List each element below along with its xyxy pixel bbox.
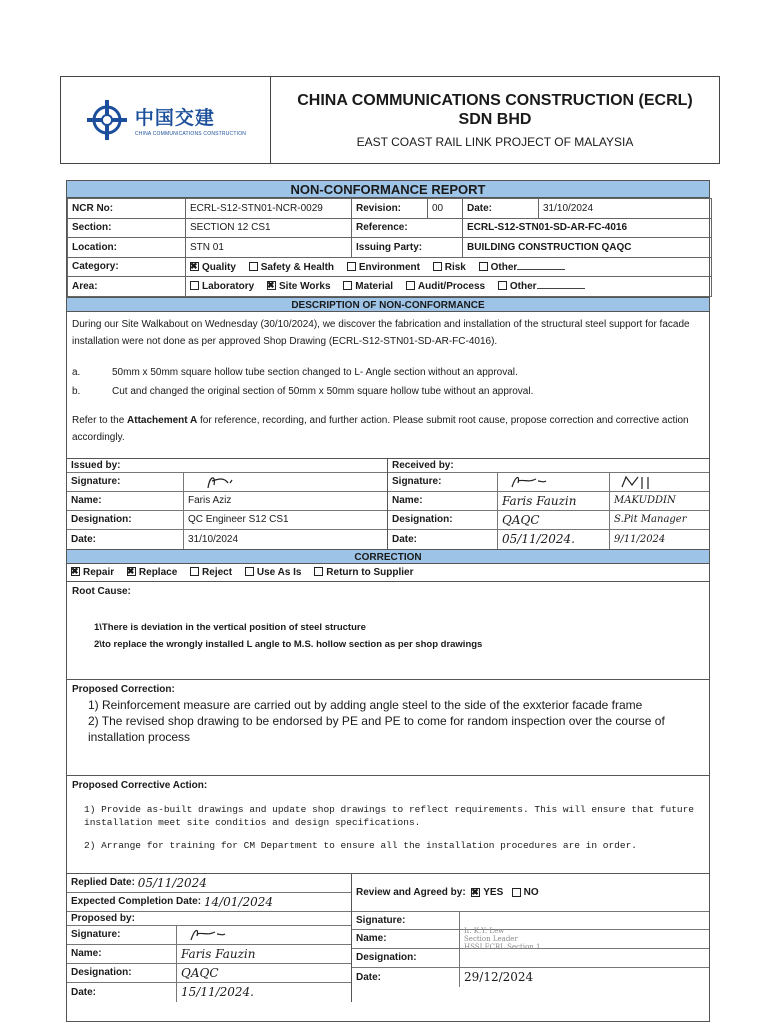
- correction-title: CORRECTION: [67, 549, 709, 564]
- issued-name-value: Faris Aziz: [188, 495, 232, 506]
- area-other-blank[interactable]: [537, 280, 585, 289]
- area-laboratory-checkbox[interactable]: [190, 281, 199, 290]
- corrective-action-label: Proposed Corrective Action:: [72, 779, 208, 791]
- item-b-text: Cut and changed the original section of 50mm x 50mm square hollow tube without an approval.: [112, 385, 534, 397]
- reference-value: ECRL-S12-STN01-SD-AR-FC-4016: [463, 218, 712, 238]
- issued-designation-value: QC Engineer S12 CS1: [188, 514, 289, 525]
- date-value: 31/10/2024: [539, 199, 712, 219]
- review-yes-label: YES: [483, 886, 504, 898]
- logo-english-text: CHINA COMMUNICATIONS CONSTRUCTION: [134, 131, 247, 137]
- description-refer: Refer to the Attachement A for reference, recording, and further action. Please submit root cause, propose correction and corrective action accordingly.: [72, 414, 689, 443]
- corrective-action-2: 2) Arrange for training for CM Department to ensure all the installation procedures are in order.: [84, 839, 637, 851]
- company-name-line1: CHINA COMMUNICATIONS CONSTRUCTION (ECRL): [297, 92, 693, 109]
- proposed-by-label: Proposed by:: [67, 912, 351, 926]
- stamp-name: Ir. K.Y. Lew: [464, 926, 505, 935]
- company-logo: [61, 77, 271, 163]
- area-material-checkbox[interactable]: [343, 281, 352, 290]
- section-label: Section:: [68, 218, 186, 238]
- category-risk-label: Risk: [444, 261, 466, 273]
- project-name: EAST COAST RAIL LINK PROJECT OF MALAYSIA: [356, 135, 634, 149]
- issued-designation-label: Designation:: [67, 511, 184, 529]
- category-risk-checkbox[interactable]: [433, 262, 442, 271]
- proposed-correction-2: 2) The revised shop drawing to be endorsed by PE and PE to come for random inspection over the course of installation process: [88, 713, 665, 744]
- item-a-key: a.: [72, 366, 81, 378]
- received-signature-icon: [502, 473, 562, 491]
- proposed-date-label: Date:: [67, 983, 177, 1002]
- issued-signature-icon: [188, 473, 248, 491]
- company-name-line2: SDN BHD: [458, 111, 532, 128]
- area-options: [186, 277, 712, 297]
- received-name-label: Name:: [388, 492, 498, 510]
- reject-label: Reject: [202, 566, 233, 578]
- category-label: Category:: [68, 257, 186, 277]
- category-safety-label: Safety & Health: [260, 261, 335, 273]
- received-date-label: Date:: [388, 530, 498, 549]
- repair-label: Repair: [83, 566, 115, 578]
- proposed-correction-label: Proposed Correction:: [72, 683, 175, 695]
- area-label: Area:: [68, 277, 186, 297]
- ncr-no-label: NCR No:: [68, 199, 186, 219]
- review-date-label: Date:: [352, 968, 460, 987]
- stamp-role: Section Leader: [464, 934, 518, 943]
- logo-chinese-text: 中国交建: [134, 107, 215, 129]
- proposed-name-label: Name:: [67, 945, 177, 963]
- use-as-is-checkbox[interactable]: [245, 567, 254, 576]
- replace-label: Replace: [138, 566, 178, 578]
- received-signature-2-icon: [614, 473, 664, 491]
- issued-date-value: 31/10/2024: [188, 533, 239, 545]
- area-audit-label: Audit/Process: [417, 281, 486, 293]
- expected-date-value: 14/01/2024: [203, 894, 273, 909]
- review-yes-checkbox[interactable]: [471, 888, 480, 897]
- proposed-signature: [177, 926, 351, 944]
- revision-value: 00: [428, 199, 463, 219]
- area-laboratory-label: Laboratory: [202, 281, 255, 293]
- area-audit-checkbox[interactable]: [406, 281, 415, 290]
- cccc-logo-icon: [85, 98, 129, 142]
- root-cause-section: [67, 582, 709, 680]
- category-quality-checkbox[interactable]: [190, 262, 199, 271]
- review-date-value: 29/12/2024: [464, 970, 534, 984]
- reply-block: [67, 874, 709, 1002]
- received-name-value: Faris Fauzin: [502, 493, 577, 508]
- issued-date-label: Date:: [67, 530, 184, 549]
- received-signature-label: Signature:: [388, 473, 498, 491]
- review-no-label: NO: [523, 886, 539, 898]
- proposed-by-block: [67, 874, 352, 1002]
- review-block: [352, 874, 709, 1002]
- issued-signature: [184, 473, 387, 491]
- root-cause-2: 2\to replace the wrongly installed L angle to M.S. hollow section as per shop drawings: [94, 638, 483, 650]
- received-by-title: Received by:: [388, 459, 709, 473]
- date-label: Date:: [463, 199, 539, 219]
- issued-signature-label: Signature:: [67, 473, 184, 491]
- issuing-party-label: Issuing Party:: [352, 238, 463, 258]
- ncr-form: [66, 180, 710, 1022]
- correction-options: [67, 564, 709, 582]
- proposed-signature-icon: [181, 926, 241, 944]
- expected-date-row: [67, 893, 351, 912]
- document-header: [60, 76, 720, 164]
- replace-checkbox[interactable]: [127, 567, 136, 576]
- location-label: Location:: [68, 238, 186, 258]
- received-name-2-value: MAKUDDIN: [609, 492, 709, 510]
- area-site-works-checkbox[interactable]: [267, 281, 276, 290]
- issued-by-title: Issued by:: [67, 459, 387, 473]
- proposed-designation-label: Designation:: [67, 964, 177, 982]
- reference-label: Reference:: [352, 218, 463, 238]
- root-cause-label: Root Cause:: [72, 585, 131, 597]
- use-as-is-label: Use As Is: [256, 566, 302, 578]
- review-stamp: [460, 926, 709, 951]
- received-signature-2: [609, 473, 709, 491]
- review-signature-label: Signature:: [352, 912, 460, 929]
- expected-date-label: Expected Completion Date:: [71, 896, 202, 907]
- received-designation-value: QAQC: [502, 512, 540, 527]
- received-by-block: [388, 459, 709, 549]
- replied-date-row: [67, 874, 351, 893]
- reject-checkbox[interactable]: [190, 567, 199, 576]
- category-environment-checkbox[interactable]: [347, 262, 356, 271]
- attachment-reference: Attachement A: [127, 414, 198, 426]
- description-title: DESCRIPTION OF NON-CONFORMANCE: [67, 297, 709, 312]
- description-body: [67, 312, 709, 458]
- return-supplier-checkbox[interactable]: [314, 567, 323, 576]
- proposed-date-value: 15/11/2024.: [181, 985, 254, 999]
- item-b-key: b.: [72, 385, 81, 397]
- category-quality-label: Quality: [202, 261, 236, 273]
- area-site-works-label: Site Works: [279, 281, 331, 293]
- proposed-signature-label: Signature:: [67, 926, 177, 944]
- area-material-label: Material: [355, 281, 394, 293]
- area-other-label: Other: [509, 281, 537, 293]
- review-no-checkbox[interactable]: [512, 888, 521, 897]
- section-value: SECTION 12 CS1: [186, 218, 352, 238]
- issued-by-block: [67, 459, 388, 549]
- repair-checkbox[interactable]: [71, 567, 80, 576]
- ncr-no-value: ECRL-S12-STN01-NCR-0029: [186, 199, 352, 219]
- stamp-dept: HSSI ECRL Section 1: [464, 942, 541, 951]
- received-designation-label: Designation:: [388, 511, 498, 529]
- replied-date-label: Replied Date:: [71, 877, 135, 888]
- review-name-label: Name:: [352, 930, 460, 948]
- item-a-text: 50mm x 50mm square hollow tube section changed to L- Angle section without an approval.: [112, 366, 518, 378]
- review-label: Review and Agreed by:: [356, 886, 466, 898]
- category-environment-label: Environment: [358, 261, 420, 273]
- report-title: NON-CONFORMANCE REPORT: [67, 181, 709, 198]
- category-other-checkbox[interactable]: [479, 262, 488, 271]
- received-date-value: 05/11/2024.: [502, 532, 575, 546]
- review-designation-label: Designation:: [352, 949, 460, 967]
- review-row: [352, 874, 709, 912]
- proposed-name-value: Faris Fauzin: [181, 946, 256, 961]
- review-designation-value: [460, 949, 709, 967]
- root-cause-1: 1\There is deviation in the vertical position of steel structure: [94, 621, 366, 633]
- received-date-2-value: 9/11/2024: [609, 530, 709, 549]
- replied-date-value: 05/11/2024: [137, 875, 207, 890]
- proposed-correction-section: [67, 680, 709, 776]
- revision-label: Revision:: [352, 199, 428, 219]
- report-info-table: [67, 198, 712, 297]
- category-other-blank[interactable]: [517, 261, 565, 270]
- proposed-designation-value: QAQC: [181, 965, 219, 980]
- category-safety-checkbox[interactable]: [249, 262, 258, 271]
- corrective-action-section: [67, 776, 709, 874]
- received-signature: [498, 473, 609, 491]
- received-designation-2-value: S.Pit Manager: [609, 511, 709, 529]
- category-options: [186, 257, 712, 277]
- area-other-checkbox[interactable]: [498, 281, 507, 290]
- corrective-action-1: 1) Provide as-built drawings and update shop drawings to reflect requirements. This will ensure that future installation meet site conditios and design specifications.: [84, 803, 694, 828]
- return-supplier-label: Return to Supplier: [326, 566, 414, 578]
- description-intro: During our Site Walkabout on Wednesday (30/10/2024), we discover the fabrication and installation of the structural steel support for facade installation were not done as per approved Shop Drawing (ECRL-S12-STN01-SD-AR-FC-4016).: [72, 318, 690, 347]
- issued-received-block: [67, 458, 709, 549]
- issuing-party-value: BUILDING CONSTRUCTION QAQC: [463, 238, 712, 258]
- issued-name-label: Name:: [67, 492, 184, 510]
- category-other-label: Other: [490, 261, 518, 273]
- location-value: STN 01: [186, 238, 352, 258]
- proposed-correction-1: 1) Reinforcement measure are carried out by adding angle steel to the side of the exxterior facade frame: [88, 697, 643, 712]
